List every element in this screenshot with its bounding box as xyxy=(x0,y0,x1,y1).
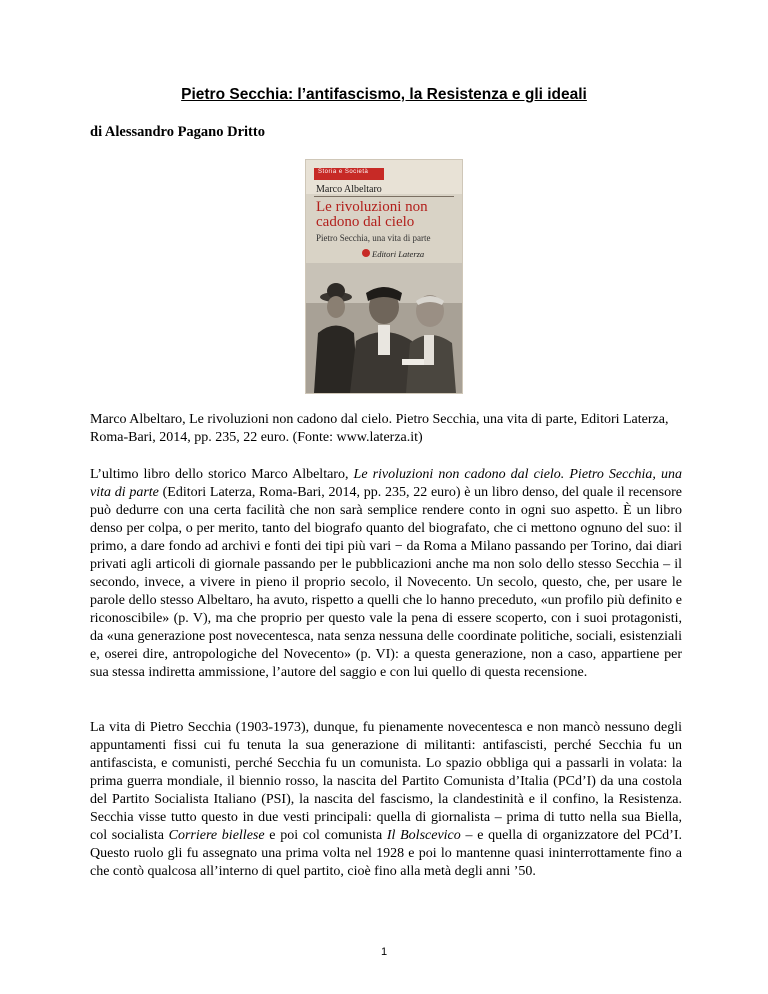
p1-text-c: (Editori Laterza, Roma-Bari, 2014, pp. 235, 22 euro) è un libro denso, del quale il recensore può dedurre con una certa facilità che non sarà semplice rendere conto in ogni suo aspetto. È un libro denso per colpa, o per merito, tanto del biografo quanto del biografato, che ci mettono ognuno del suo: il primo, a dare fondo ad archivi e fonti dei tipi più vari − da Roma a Milano passando per Torino, dai diari privati agli articoli di giornale passando per le pubblicazioni anche ma non solo dello stesso Secchia – il secondo, invece, a vivere in pieno il proprio secolo, il Novecento. Un secolo, questo, che, per usare le parole dello stesso Albeltaro, ha avuto, rispetto a quelli che lo hanno preceduto, «un profilo più definito e riconoscibile» (p. V), ma che proprio per questo vale la pena di essere scoperto, con i suoi protagonisti, da «una generazione post novecentesca, nata senza nessuna delle coordinate politiche, sociali, esistenziali e, oserei dire, antropologiche del Novecento» (p. VI): a questa generazione, non a caso, appartiene per sua stessa indiretta ammissione, l’autore del saggio e con lui quello di questa recensione. xyxy=(90,485,682,680)
p2-text-e: – e quella di organizzatore del PCd’I. Questo ruolo gli fu assegnato una prima volta nel 1928 e poi lo mantenne quasi ininterrottamente fino a che contò qualcosa all’interno di quel partito, cioè fino alla metà degli anni ’50. xyxy=(90,828,683,879)
publisher-logo-icon xyxy=(362,249,370,257)
p1-text-a: L’ultimo libro dello storico Marco Albeltaro, xyxy=(90,467,354,482)
cover-book-title: Le rivoluzioni non cadono dal cielo xyxy=(316,199,428,230)
page-number: 1 xyxy=(380,946,388,958)
cover-subtitle: Pietro Secchia, una vita di parte xyxy=(316,233,431,243)
cover-photo xyxy=(306,263,462,393)
p1-book-title-italic: Le rivoluzioni non cadono dal cielo. Pietro Secchia, una vita di parte xyxy=(90,467,682,500)
cover-author: Marco Albeltaro xyxy=(316,184,382,195)
p2-newspaper-1-italic: Corriere biellese xyxy=(168,828,265,843)
cover-publisher: Editori Laterza xyxy=(372,249,425,259)
cover-rule xyxy=(314,196,454,197)
article-title: Pietro Secchia: l’antifascismo, la Resistenza e gli ideali xyxy=(181,86,587,103)
image-caption: Marco Albeltaro, Le rivoluzioni non cadono dal cielo. Pietro Secchia, una vita di parte, Editori Laterza, Roma-Bari, 2014, pp. 235, 22 euro. (Fonte: www.laterza.it) xyxy=(90,412,669,445)
book-cover-image xyxy=(306,160,462,393)
author-byline: di Alessandro Pagano Dritto xyxy=(90,124,265,140)
p2-text-a: La vita di Pietro Secchia (1903-1973), dunque, fu pienamente novecentesca e non mancò nessuno degli appuntamenti fissi cui fu tenuta la sua generazione di militanti: antifascisti, perché Secchia fu un antifascista, e comunisti, perché Secchia fu un comunista. Lo spazio obbliga qui a passarli in volata: la prima guerra mondiale, il biennio rosso, la nascita del Partito Comunista d’Italia (PCd’I) da una costola del Partito Socialista Italiano (PSI), la nascita del fascismo, la clandestinità e il confino, la Resistenza. Secchia visse tutto questo in due vesti principali: quella di giornalista – prima di tutto nella sua Biella, col socialista xyxy=(90,720,682,843)
paragraph-2 xyxy=(90,719,682,881)
cover-series-label: Storia e Società xyxy=(318,169,369,175)
p2-text-c: e poi col comunista xyxy=(264,828,387,843)
p2-newspaper-2-italic: Il Bolscevico xyxy=(386,828,461,843)
cover-photo-figures-icon xyxy=(306,263,462,393)
paragraph-1 xyxy=(90,466,682,682)
